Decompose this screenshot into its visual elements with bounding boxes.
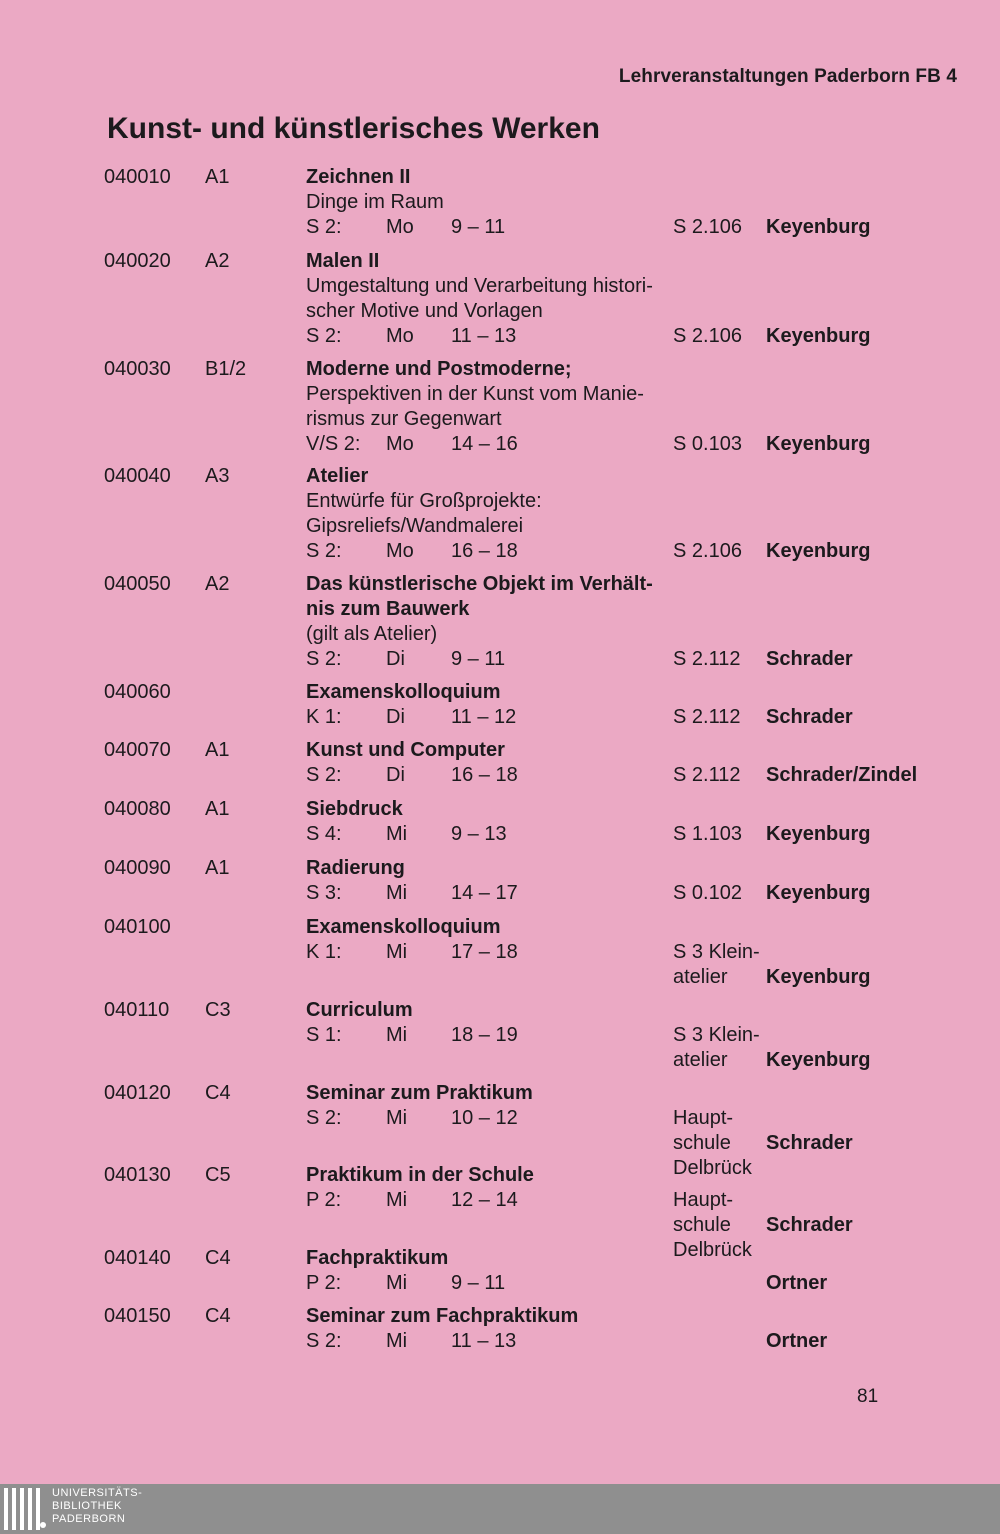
course-number: 040040 <box>104 465 171 487</box>
course-type: K 1: <box>306 706 342 728</box>
course-code: C4 <box>205 1305 231 1327</box>
course-number: 040090 <box>104 857 171 879</box>
course-time: 9 – 11 <box>451 648 506 670</box>
course-time: 10 – 12 <box>451 1107 518 1129</box>
course-code: C5 <box>205 1164 231 1186</box>
course-body <box>306 856 518 906</box>
course-number: 040060 <box>104 681 171 703</box>
course-room <box>673 1188 752 1263</box>
course-title: nis zum Bauwerk <box>306 598 470 620</box>
course-body <box>306 249 653 349</box>
course-time: 9 – 13 <box>451 823 507 845</box>
course-body <box>306 1163 534 1213</box>
course-title: Siebdruck <box>306 798 403 820</box>
course-code: A1 <box>205 739 230 761</box>
course-description: Gipsreliefs/Wandmalerei <box>306 515 524 537</box>
course-code: A1 <box>205 798 230 820</box>
course-room-line: S 3 Klein- <box>673 1024 760 1046</box>
course-code: A1 <box>205 166 230 188</box>
course-room <box>673 822 742 847</box>
course-number: 040080 <box>104 798 171 820</box>
schedule-line <box>306 324 653 349</box>
course-day: Mi <box>386 823 408 845</box>
course-type: S 2: <box>306 540 342 562</box>
schedule-line <box>306 1329 578 1354</box>
course-room <box>673 324 742 349</box>
course-time: 9 – 11 <box>451 1272 506 1294</box>
course-room-line: schule <box>673 1132 731 1154</box>
course-room <box>673 1023 760 1073</box>
course-title: Praktikum in der Schule <box>306 1164 534 1186</box>
course-day: Mi <box>386 1272 408 1294</box>
course-body <box>306 738 518 788</box>
course-teacher: Keyenburg <box>766 433 871 455</box>
course-type: S 4: <box>306 823 342 845</box>
course-room-line: atelier <box>673 1049 728 1071</box>
course-room <box>673 1106 752 1181</box>
course-room <box>673 881 742 906</box>
course-number: 040130 <box>104 1164 171 1186</box>
course-teacher: Ortner <box>766 1272 828 1294</box>
course-day: Mi <box>386 882 408 904</box>
course-time: 17 – 18 <box>451 941 518 963</box>
course-description: rismus zur Gegenwart <box>306 408 502 430</box>
course-type: S 3: <box>306 882 342 904</box>
course-room-line: S 2.106 <box>673 325 742 347</box>
course-teacher: Schrader <box>766 1132 853 1154</box>
course-time: 9 – 11 <box>451 216 506 238</box>
course-number: 040070 <box>104 739 171 761</box>
course-room-line: S 2.112 <box>673 764 741 786</box>
course-code: C4 <box>205 1247 231 1269</box>
course-room-line: Delbrück <box>673 1157 752 1179</box>
course-time: 11 – 13 <box>451 325 517 347</box>
course-title: Curriculum <box>306 999 413 1021</box>
course-description: Umgestaltung und Verarbeitung histori- <box>306 275 653 297</box>
course-teacher: Keyenburg <box>766 540 871 562</box>
course-day: Mo <box>386 325 414 347</box>
course-room <box>673 940 760 990</box>
schedule-line <box>306 705 517 730</box>
course-number: 040150 <box>104 1305 171 1327</box>
course-room-line: S 2.112 <box>673 648 741 670</box>
course-number: 040110 <box>104 999 170 1021</box>
course-number: 040010 <box>104 166 171 188</box>
schedule-line <box>306 822 507 847</box>
library-logo-icon <box>4 1488 44 1530</box>
course-code: A2 <box>205 573 230 595</box>
course-teacher: Schrader <box>766 706 853 728</box>
schedule-line <box>306 881 518 906</box>
course-number: 040140 <box>104 1247 171 1269</box>
schedule-line <box>306 215 506 240</box>
course-day: Mi <box>386 1107 408 1129</box>
course-room-line: S 1.103 <box>673 823 742 845</box>
course-number: 040050 <box>104 573 171 595</box>
course-room-line: Haupt- <box>673 1189 734 1211</box>
course-code: C3 <box>205 999 231 1021</box>
course-number: 040120 <box>104 1082 171 1104</box>
library-footer-bar <box>0 1484 1000 1534</box>
course-room <box>673 705 740 730</box>
course-title: Kunst und Computer <box>306 739 505 761</box>
course-type: V/S 2: <box>306 433 361 455</box>
course-body <box>306 572 653 672</box>
course-day: Mi <box>386 1024 408 1046</box>
course-type: S 2: <box>306 1107 342 1129</box>
library-name-line: UNIVERSITÄTS- <box>52 1487 143 1499</box>
course-room-line: S 2.106 <box>673 216 742 238</box>
course-room <box>673 647 740 672</box>
course-day: Mi <box>386 941 408 963</box>
course-room <box>673 432 742 457</box>
course-description: Dinge im Raum <box>306 191 444 213</box>
course-time: 14 – 17 <box>451 882 518 904</box>
course-teacher: Schrader <box>766 648 853 670</box>
schedule-line <box>306 432 644 457</box>
schedule-line <box>306 647 653 672</box>
course-teacher: Keyenburg <box>766 325 871 347</box>
course-teacher: Keyenburg <box>766 882 871 904</box>
course-teacher: Ortner <box>766 1330 828 1352</box>
course-type: P 2: <box>306 1189 342 1211</box>
course-day: Mi <box>386 1189 408 1211</box>
course-room-line: atelier <box>673 966 728 988</box>
course-code: A1 <box>205 857 230 879</box>
schedule-line <box>306 539 542 564</box>
course-time: 11 – 12 <box>451 706 517 728</box>
course-title: Malen II <box>306 250 380 272</box>
course-teacher: Keyenburg <box>766 823 871 845</box>
running-head: Lehrveranstaltungen Paderborn FB 4 <box>618 66 957 87</box>
course-room <box>673 539 742 564</box>
schedule-line <box>306 1023 518 1048</box>
course-day: Di <box>386 706 405 728</box>
course-day: Mi <box>386 1330 408 1352</box>
course-type: S 1: <box>306 1024 342 1046</box>
library-name <box>52 1487 142 1526</box>
schedule-line <box>306 940 518 965</box>
course-title: Zeichnen II <box>306 166 411 188</box>
course-room-line: S 0.103 <box>673 433 742 455</box>
course-description: Entwürfe für Großprojekte: <box>306 490 542 512</box>
course-title: Examenskolloquium <box>306 681 501 703</box>
course-type: S 2: <box>306 216 342 238</box>
course-body <box>306 1081 533 1131</box>
course-time: 16 – 18 <box>451 764 518 786</box>
course-time: 11 – 13 <box>451 1330 517 1352</box>
course-room-line: S 0.102 <box>673 882 742 904</box>
course-teacher: Schrader <box>766 1214 853 1236</box>
course-room <box>673 215 742 240</box>
course-title: Seminar zum Fachpraktikum <box>306 1305 579 1327</box>
course-type: S 2: <box>306 1330 342 1352</box>
course-teacher: Schrader/Zindel <box>766 764 918 786</box>
course-code: C4 <box>205 1082 231 1104</box>
course-body <box>306 680 517 730</box>
course-title: Seminar zum Praktikum <box>306 1082 533 1104</box>
course-number: 040100 <box>104 916 171 938</box>
course-time: 16 – 18 <box>451 540 518 562</box>
course-description: Perspektiven in der Kunst vom Manie- <box>306 383 644 405</box>
section-title: Kunst- und künstlerisches Werken <box>107 112 600 145</box>
course-title: Moderne und Postmoderne; <box>306 358 572 380</box>
course-number: 040030 <box>104 358 171 380</box>
course-time: 12 – 14 <box>451 1189 518 1211</box>
course-room <box>673 763 740 788</box>
schedule-line <box>306 1271 506 1296</box>
course-code: A2 <box>205 250 230 272</box>
course-day: Di <box>386 764 405 786</box>
course-number: 040020 <box>104 250 171 272</box>
course-type: K 1: <box>306 941 342 963</box>
course-type: P 2: <box>306 1272 342 1294</box>
course-room-line: S 2.112 <box>673 706 741 728</box>
course-title: Radierung <box>306 857 405 879</box>
course-body <box>306 998 518 1048</box>
course-time: 18 – 19 <box>451 1024 518 1046</box>
course-type: S 2: <box>306 764 342 786</box>
course-title: Atelier <box>306 465 369 487</box>
course-description: scher Motive und Vorlagen <box>306 300 543 322</box>
course-code: A3 <box>205 465 230 487</box>
course-body <box>306 357 644 457</box>
course-day: Mo <box>386 540 414 562</box>
library-name-line: PADERBORN <box>52 1513 126 1525</box>
course-code: B1/2 <box>205 358 247 380</box>
page-number: 81 <box>857 1386 879 1407</box>
course-description: (gilt als Atelier) <box>306 623 438 645</box>
course-body <box>306 1304 578 1354</box>
schedule-line <box>306 763 518 788</box>
course-title: Das künstlerische Objekt im Verhält- <box>306 573 653 595</box>
course-day: Di <box>386 648 405 670</box>
course-room-line: Delbrück <box>673 1239 752 1261</box>
schedule-line <box>306 1106 533 1131</box>
course-teacher: Keyenburg <box>766 216 871 238</box>
course-title: Examenskolloquium <box>306 916 501 938</box>
course-body <box>306 1246 506 1296</box>
course-room-line: S 2.106 <box>673 540 742 562</box>
course-teacher: Keyenburg <box>766 966 871 988</box>
course-body <box>306 464 542 564</box>
course-type: S 2: <box>306 648 342 670</box>
course-body <box>306 797 507 847</box>
course-day: Mo <box>386 216 414 238</box>
course-type: S 2: <box>306 325 342 347</box>
course-body <box>306 915 518 965</box>
library-name-line: BIBLIOTHEK <box>52 1500 122 1512</box>
schedule-line <box>306 1188 534 1213</box>
course-day: Mo <box>386 433 414 455</box>
course-title: Fachpraktikum <box>306 1247 449 1269</box>
course-teacher: Keyenburg <box>766 1049 871 1071</box>
course-body <box>306 165 506 240</box>
course-room-line: Haupt- <box>673 1107 734 1129</box>
course-room-line: schule <box>673 1214 731 1236</box>
course-time: 14 – 16 <box>451 433 518 455</box>
course-room-line: S 3 Klein- <box>673 941 760 963</box>
